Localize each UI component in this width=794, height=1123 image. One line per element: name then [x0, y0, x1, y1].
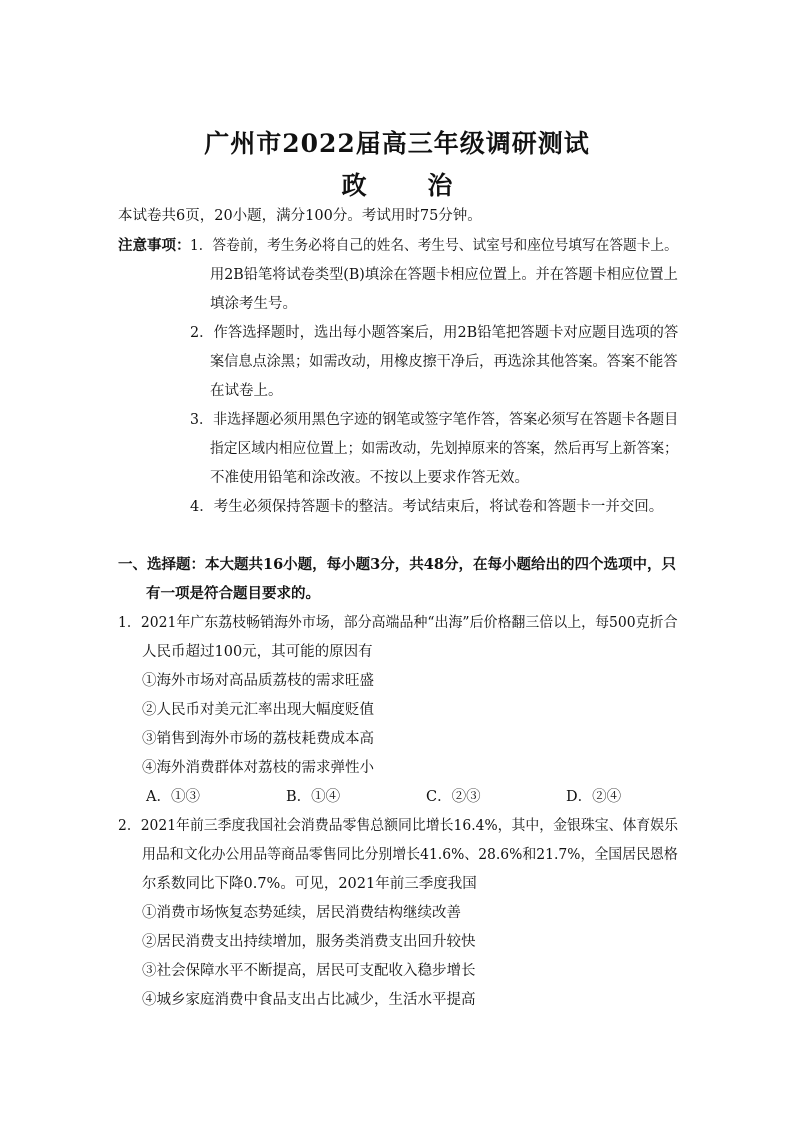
note-1-line-2: 用2B铅笔将试卷类型(B)填涂在答题卡相应位置上。并在答题卡相应位置上 — [210, 267, 678, 283]
question-1-statement-3: ③销售到海外市场的荔枝耗费成本高 — [142, 731, 374, 747]
note-3-line-1: 3．非选择题必须用黑色字迹的钢笔或签字笔作答，答案必须写在答题卡各题目 — [190, 412, 679, 428]
note-3-line-3: 不准使用铅笔和涂改液。不按以上要求作答无效。 — [210, 470, 529, 486]
question-2-statement-3: ③社会保障水平不断提高，居民可支配收入稳步增长 — [142, 963, 476, 979]
note-2-line-1: 2．作答选择题时，选出每小题答案后，用2B铅笔把答题卡对应题目选项的答 — [190, 325, 679, 341]
question-2-stem-line-3: 尔系数同比下降0.7%。可见，2021年前三季度我国 — [142, 876, 477, 892]
notes-label: 注意事项： — [118, 237, 191, 254]
question-1-stem-line-1: 1．2021年广东荔枝畅销海外市场，部分高端品种“出海”后价格翻三倍以上，每500克折合 — [118, 615, 678, 631]
question-2-statement-1: ①消费市场恢复态势延续，居民消费结构继续改善 — [142, 905, 461, 921]
question-1-statement-2: ②人民币对美元汇率出现大幅度贬值 — [142, 702, 374, 718]
section-1-heading-line-1: 一、选择题：本大题共16小题，每小题3分，共48分，在每小题给出的四个选项中，只 — [118, 556, 676, 573]
question-2-statement-4: ④城乡家庭消费中食品支出占比减少，生活水平提高 — [142, 992, 476, 1008]
exam-title: 广州市2022届高三年级调研测试 — [204, 129, 590, 158]
question-1-option-d: D．②④ — [566, 789, 622, 805]
question-1-option-a: A．①③ — [146, 789, 200, 805]
note-2-line-2: 案信息点涂黑；如需改动，用橡皮擦干净后，再选涂其他答案。答案不能答 — [210, 354, 678, 370]
question-1-option-b: B．①④ — [286, 789, 341, 805]
question-1-statement-4: ④海外消费群体对荔枝的需求弹性小 — [142, 760, 374, 776]
note-4: 4．考生必须保持答题卡的整洁。考试结束后，将试卷和答题卡一并交回。 — [190, 499, 664, 515]
subject-title: 政 治 — [341, 171, 479, 200]
question-2-statement-2: ②居民消费支出持续增加，服务类消费支出回升较快 — [142, 934, 476, 950]
exam-intro: 本试卷共6页，20小题，满分100分。考试用时75分钟。 — [118, 208, 482, 224]
question-2-stem-line-2: 用品和文化办公用品等商品零售同比分别增长41.6%、28.6%和21.7%，全国居民恩格 — [142, 847, 678, 863]
note-1-line-1: 1．答卷前，考生务必将自己的姓名、考生号、试室号和座位号填写在答题卡上。 — [190, 238, 678, 254]
note-1-line-3: 填涂考生号。 — [210, 296, 297, 312]
note-2-line-3: 在试卷上。 — [210, 383, 283, 399]
question-1-stem-line-2: 人民币超过100元，其可能的原因有 — [142, 644, 373, 660]
section-1-heading-line-2: 有一项是符合题目要求的。 — [146, 585, 320, 602]
question-1-option-c: C．②③ — [426, 789, 481, 805]
question-2-stem-line-1: 2．2021年前三季度我国社会消费品零售总额同比增长16.4%，其中，金银珠宝、体育娱乐 — [118, 818, 679, 834]
question-1-statement-1: ①海外市场对高品质荔枝的需求旺盛 — [142, 673, 374, 689]
note-3-line-2: 指定区域内相应位置上；如需改动，先划掉原来的答案，然后再写上新答案； — [210, 441, 678, 457]
